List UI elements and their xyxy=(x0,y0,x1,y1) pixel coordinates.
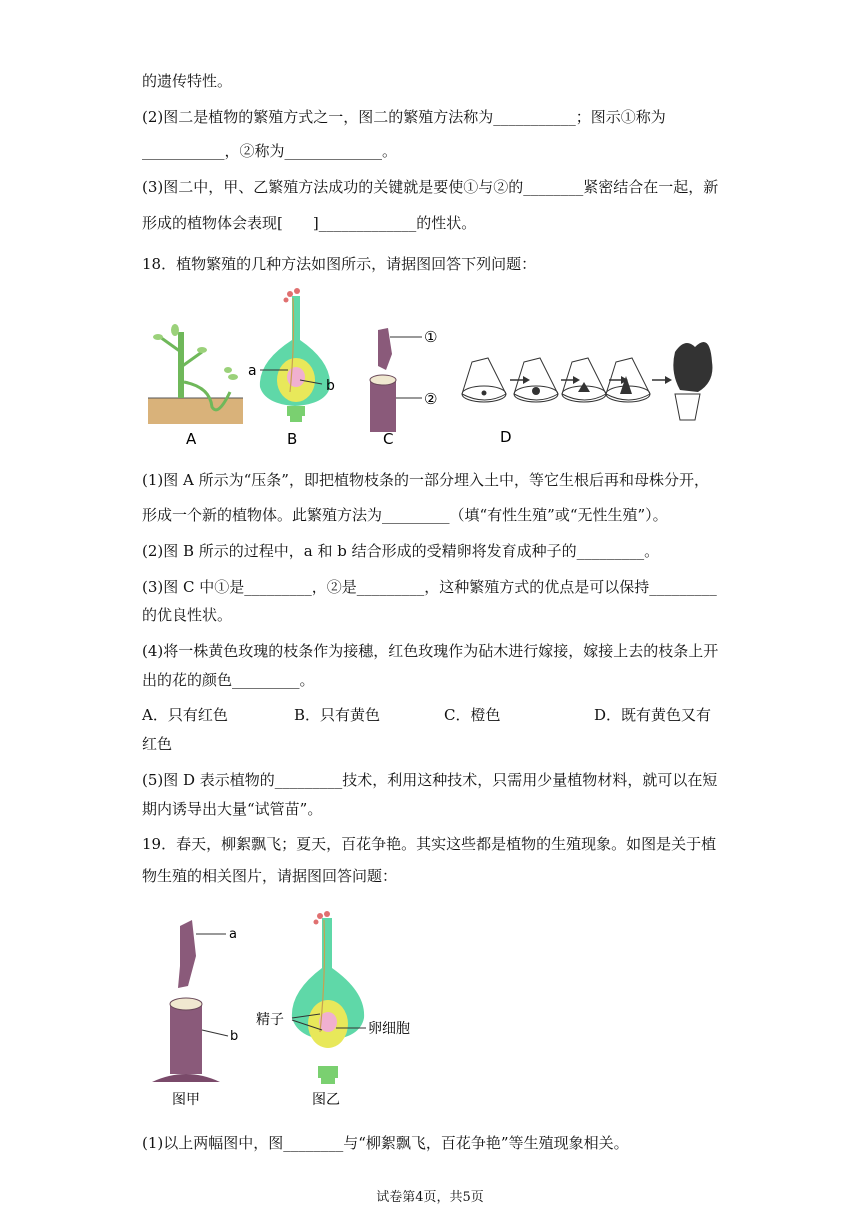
figure2-caption-jia: 图甲 xyxy=(172,1092,200,1106)
figure-label-d: D xyxy=(500,428,512,446)
figure-label-small-b: b xyxy=(326,378,335,394)
figure-a-layering xyxy=(148,324,243,424)
text-line: 期内诱导出大量“试管苗”。 xyxy=(142,800,323,818)
text-line: (2)图二是植物的繁殖方式之一，图二的繁殖方法称为___________；图示①称为 xyxy=(142,108,666,126)
figure2-caption-yi: 图乙 xyxy=(312,1092,340,1106)
figure2-label-b: b xyxy=(230,1029,239,1044)
text-line: 形成的植物体会表现[ ]_____________的性状。 xyxy=(142,214,477,232)
text-line: 红色 xyxy=(142,735,173,753)
text-line: (2)图 B 所示的过程中，a 和 b 结合形成的受精卵将发育成种子的_________。 xyxy=(142,542,660,560)
figure-label-a: A xyxy=(186,430,197,448)
page-footer: 试卷第4页，共5页 xyxy=(376,1190,484,1205)
text-line: 出的花的颜色_________。 xyxy=(142,671,315,689)
option-b: B．只有黄色 xyxy=(294,706,381,724)
figure-jia-grafting xyxy=(152,920,238,1082)
figure-plant-reproduction xyxy=(140,906,440,1106)
option-c: C．橙色 xyxy=(444,706,501,724)
figure-label-circle-1: ① xyxy=(424,328,438,346)
text-line: (1)以上两幅图中，图________与“柳絮飘飞，百花争艳”等生殖现象相关。 xyxy=(142,1134,629,1152)
option-a: A．只有红色 xyxy=(142,706,228,724)
text-line: 的遗传特性。 xyxy=(142,72,233,90)
text-line: (5)图 D 表示植物的_________技术，利用这种技术，只需用少量植物材料，就可以在短 xyxy=(142,771,718,789)
figure-c-grafting xyxy=(370,328,422,432)
question-19-stem: 19．春天，柳絮飘飞；夏天，百花争艳。其实这些都是植物的生殖现象。如图是关于植 xyxy=(142,835,717,853)
text-line: 的优良性状。 xyxy=(142,606,233,624)
text-line: ___________，②称为_____________。 xyxy=(142,142,398,160)
figure-label-b: B xyxy=(287,430,298,448)
figure-reproduction-methods xyxy=(140,282,720,450)
figure2-label-sperm: 精子 xyxy=(256,1012,284,1028)
figure-label-circle-2: ② xyxy=(424,390,438,408)
figure-label-c: C xyxy=(383,430,394,448)
text-line: (4)将一株黄色玫瑰的枝条作为接穗，红色玫瑰作为砧木进行嫁接，嫁接上去的枝条上开 xyxy=(142,642,719,660)
option-d: D．既有黄色又有 xyxy=(594,706,712,724)
text-line: 形成一个新的植物体。此繁殖方法为_________（填“有性生殖”或“无性生殖”）。 xyxy=(142,506,668,524)
text-line: (1)图 A 所示为“压条”，即把植物枝条的一部分埋入土中，等它生根后再和母株分开， xyxy=(142,471,709,489)
text-line: 物生殖的相关图片，请据图回答问题： xyxy=(142,867,398,885)
figure-d-tissue-culture xyxy=(462,342,712,420)
question-18-stem: 18．植物繁殖的几种方法如图所示，请据图回答下列问题： xyxy=(142,255,537,273)
figure-b-pistil xyxy=(260,288,330,422)
figure2-label-a: a xyxy=(229,927,237,942)
figure-yi-pistil xyxy=(292,911,366,1084)
figure-label-small-a: a xyxy=(248,363,257,379)
text-line: (3)图 C 中①是_________，②是_________，这种繁殖方式的优点是可以保持_________ xyxy=(142,578,717,596)
figure2-label-egg: 卵细胞 xyxy=(368,1021,410,1037)
text-line: (3)图二中，甲、乙繁殖方法成功的关键就是要使①与②的________紧密结合在一起，新 xyxy=(142,178,719,196)
